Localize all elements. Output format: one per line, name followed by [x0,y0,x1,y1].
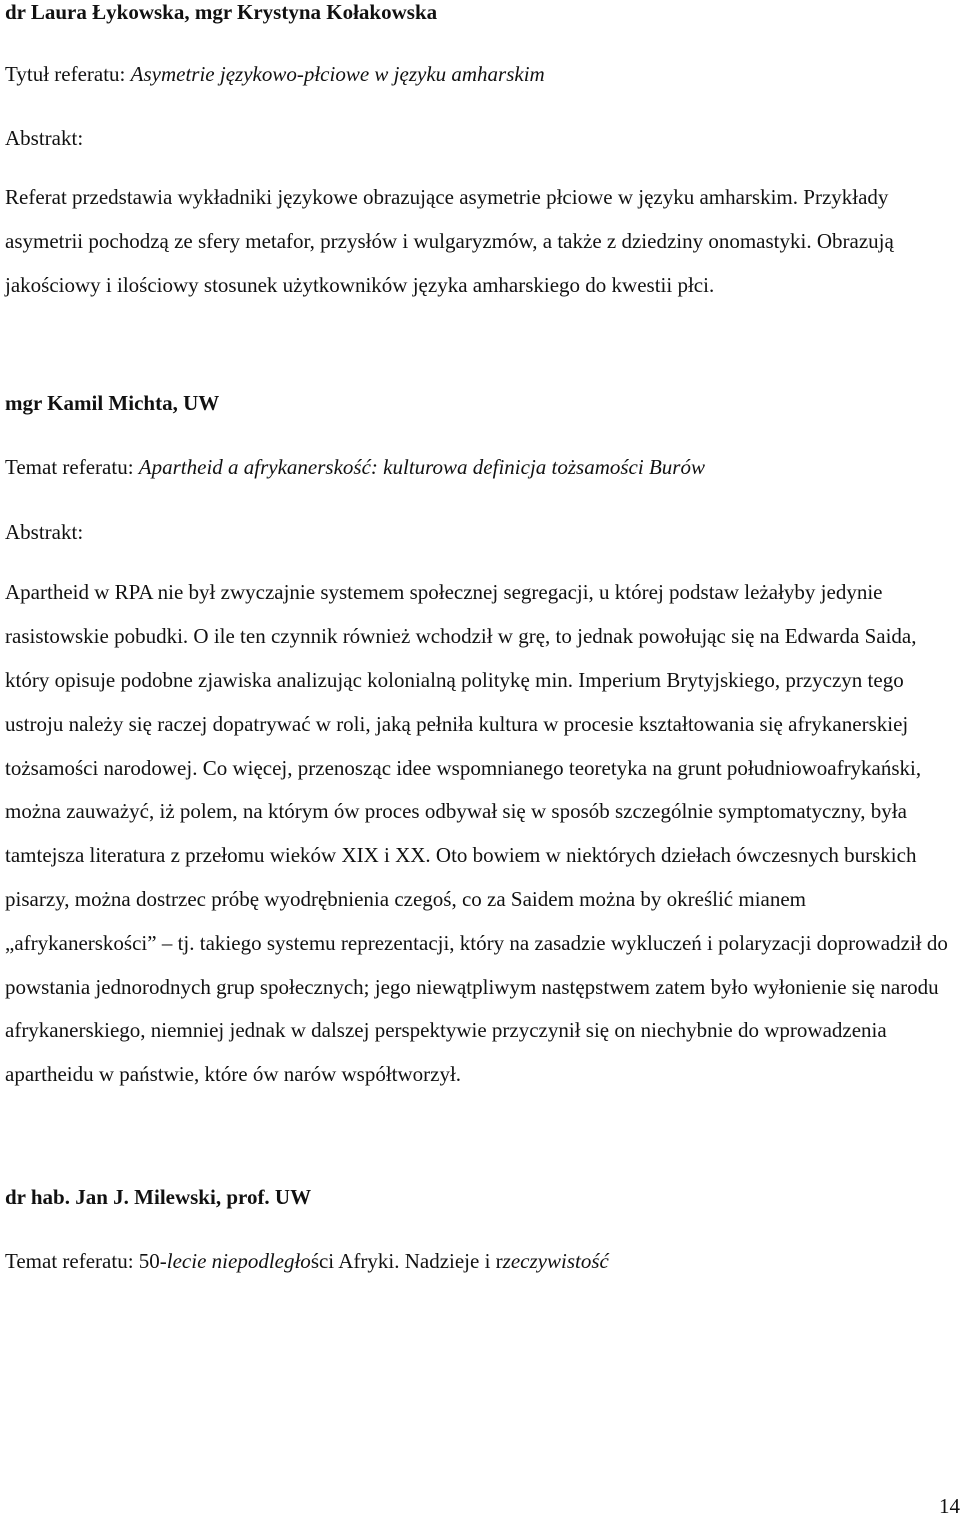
abstract-text: Apartheid w RPA nie był zwyczajnie systemem społecznej segregacji, u której podstaw leżałyby jedynie rasistowskie pobudki. O ile ten czynnik również wchodził w grę, to jednak powołując się na Edwarda Saida, który opisuje podobne zjawiska analizując kolonialną politykę min. Imperium Brytyjskiego, przyczyn tego ustroju należy się raczej dopatrywać w roli, jaką pełniła kultura w procesie kształtowania się afrykanerskiej tożsamości narodowej. Co więcej, przenosząc idee wspomnianego teoretyka na grunt południowoafrykański, można zauważyć, iż polem, na którym ów proces odbywał się w sposób szczególnie symptomatyczny, była tamtejsza literatura z przełomu wieków XIX i XX. Oto bowiem w niektórych dziełach ówczesnych burskich pisarzy, można dostrzec próbę wyodrębnienia czegoś, co za Saidem można by określić mianem „afrykanerskości” – tj. takiego systemu reprezentacji, który na zasadzie wykluczeń i polaryzacji doprowadził do powstania jednorodnych grup społecznych; jego niewątpliwym następstwem zatem było wyłonienie się narodu afrykanerskiego, niemniej jednak w dalszej perspektywie przyczynił się on niechybnie do wprowadzenia apartheidu w państwie, które ów narów współtworzył. [5,580,948,1087]
author-heading: dr Laura Łykowska, mgr Krystyna Kołakowska [5,0,438,24]
title-label: Temat referatu: [5,455,139,480]
title-part-italic: lecie niepodległo [166,1248,311,1273]
title-label: Tytuł referatu: [5,62,131,86]
abstract-label: Abstrakt: [5,126,84,150]
title-part: Temat referatu: 50- [5,1248,167,1273]
document-page [5,0,958,1273]
abstract-text: Referat przedstawia wykładniki językowe obrazujące asymetrie płciowe w języku amharskim. Przykłady asymetrii pochodzą ze sfery metafor, przysłów i wulgaryzmów, a także z dziedziny onomastyki. Obrazują jakościowy i ilościowy stosunek użytkowników języka amharskiego do kwestii płci. [5,185,894,297]
paper-title-line [5,62,958,86]
entry-milewski [5,1185,958,1273]
entry-michta [5,391,958,1097]
abstract-label: Abstrakt: [5,520,84,545]
entry-lykowska-kolakowska [5,0,958,307]
title-part-italic: zeczywistość [502,1248,609,1273]
paper-title-line [5,1249,958,1273]
page-number: 14 [939,1494,960,1518]
author-heading: dr hab. Jan J. Milewski, prof. UW [5,1184,312,1209]
paper-title-line [5,455,958,479]
paper-title: Asymetrie językowo-płciowe w języku amharskim [130,62,545,86]
paper-title: Apartheid a afrykanerskość: kulturowa definicja tożsamości Burów [138,455,705,480]
author-heading: mgr Kamil Michta, UW [5,391,220,416]
title-part: ści Afryki. Nadzieje i r [310,1248,503,1273]
